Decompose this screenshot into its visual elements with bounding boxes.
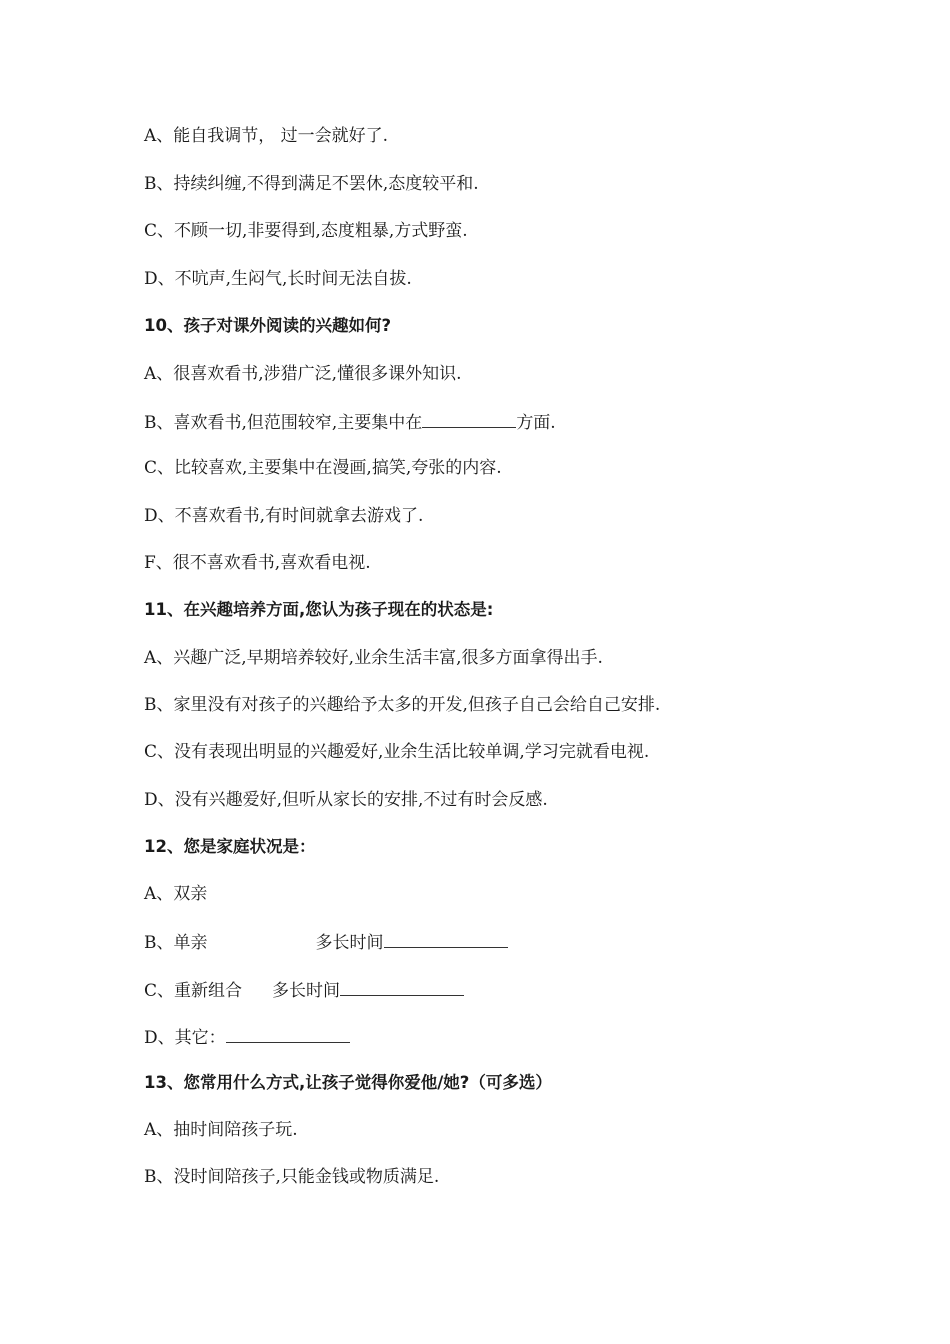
q10-title: 10、孩子对课外阅读的兴趣如何? bbox=[144, 316, 392, 335]
q11-option-c: C、没有表现出明显的兴趣爱好,业余生活比较单调,学习完就看电视. bbox=[144, 742, 650, 762]
q10-option-d: D、不喜欢看书,有时间就拿去游戏了. bbox=[144, 506, 424, 526]
q12-title: 12、您是家庭状况是： bbox=[144, 837, 316, 856]
q10-option-b-text: B、喜欢看书,但范围较窄,主要集中在 bbox=[144, 413, 423, 433]
q11-title: 11、在兴趣培养方面,您认为孩子现在的状态是: bbox=[144, 600, 494, 619]
q12-option-d-blank[interactable] bbox=[226, 1025, 350, 1043]
q12-option-b-label: B、单亲 bbox=[144, 933, 208, 953]
q11-option-a: A、兴趣广泛,早期培养较好,业余生活丰富,很多方面拿得出手. bbox=[144, 648, 603, 668]
q12-option-c bbox=[144, 978, 464, 1000]
q10-option-b-suffix: 方面. bbox=[516, 413, 556, 433]
q12-option-d-label: D、其它： bbox=[144, 1028, 226, 1048]
q12-option-c-label: C、重新组合 bbox=[144, 981, 243, 1001]
q9-option-d: D、不吭声,生闷气,长时间无法自拔. bbox=[144, 269, 412, 289]
q12-option-d bbox=[144, 1025, 350, 1047]
q12-option-a: A、双亲 bbox=[144, 884, 208, 904]
q13-option-b: B、没时间陪孩子,只能金钱或物质满足. bbox=[144, 1167, 440, 1187]
q12-option-b-time-label: 多长时间 bbox=[315, 933, 384, 953]
q13-option-a: A、抽时间陪孩子玩. bbox=[144, 1120, 298, 1140]
q12-option-b bbox=[144, 930, 508, 952]
q9-option-b: B、持续纠缠,不得到满足不罢休,态度较平和. bbox=[144, 174, 479, 194]
q10-option-b bbox=[144, 410, 556, 432]
q9-option-a: A、能自我调节， 过一会就好了. bbox=[144, 126, 389, 146]
q12-option-c-time-label: 多长时间 bbox=[272, 981, 341, 1001]
q11-option-b: B、家里没有对孩子的兴趣给予太多的开发,但孩子自己会给自己安排. bbox=[144, 695, 661, 715]
q13-title: 13、您常用什么方式,让孩子觉得你爱他/她?（可多选） bbox=[144, 1073, 552, 1092]
q10-option-b-blank[interactable] bbox=[422, 410, 516, 428]
q10-option-c: C、比较喜欢,主要集中在漫画,搞笑,夸张的内容. bbox=[144, 458, 502, 478]
q10-option-f: F、很不喜欢看书,喜欢看电视. bbox=[144, 553, 371, 573]
q10-option-a: A、很喜欢看书,涉猎广泛,懂很多课外知识. bbox=[144, 364, 462, 384]
q12-option-c-time-blank[interactable] bbox=[340, 978, 464, 996]
q9-option-c: C、不顾一切,非要得到,态度粗暴,方式野蛮. bbox=[144, 221, 468, 241]
q12-option-b-time-blank[interactable] bbox=[384, 930, 508, 948]
q11-option-d: D、没有兴趣爱好,但听从家长的安排,不过有时会反感. bbox=[144, 790, 548, 810]
